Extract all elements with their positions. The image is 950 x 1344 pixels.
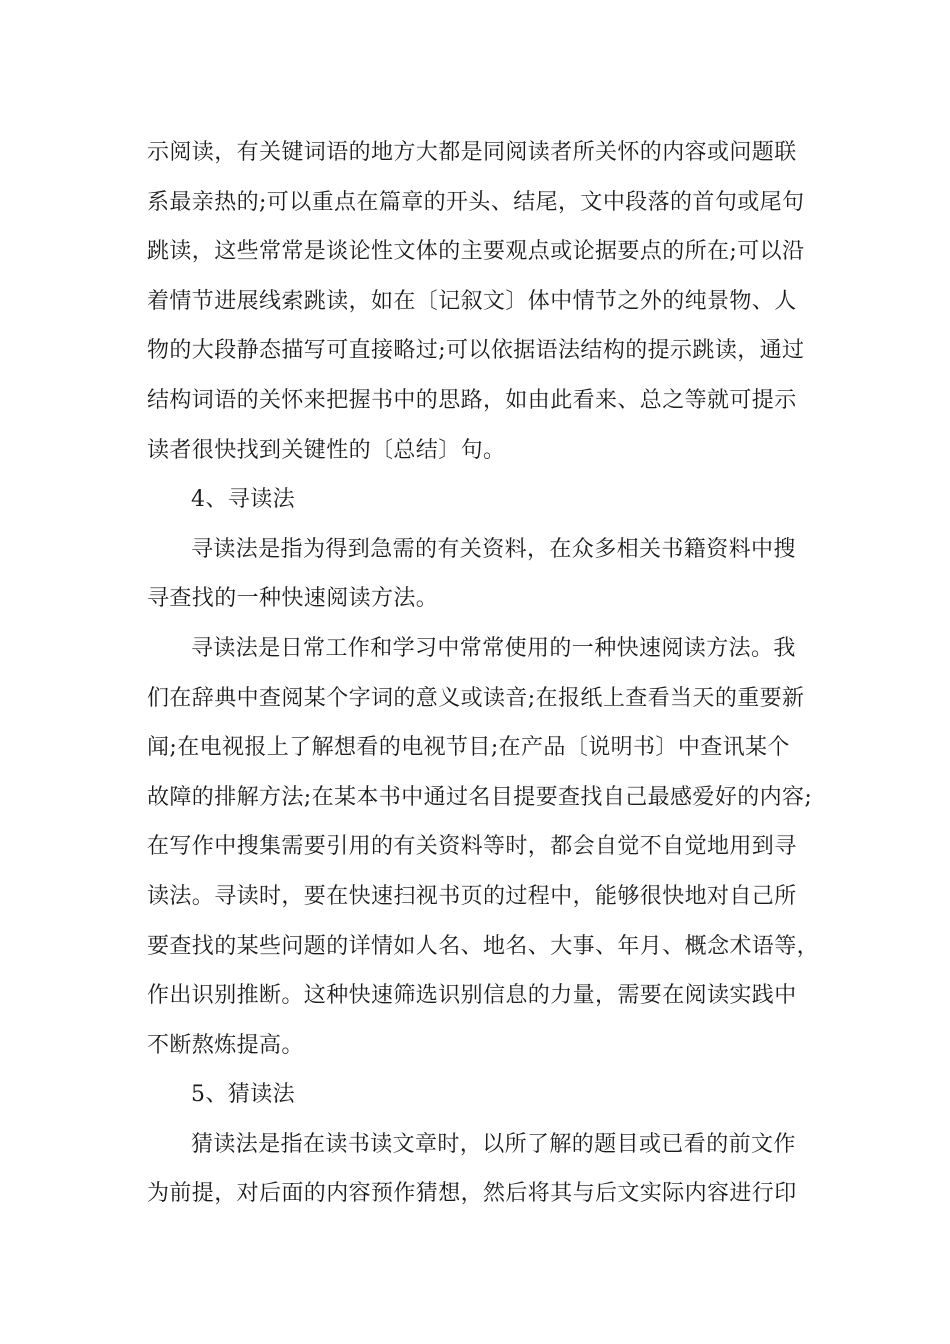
text-line: 系最亲热的;可以重点在篇章的开头、结尾，文中段落的首句或尾句 [147, 189, 805, 215]
text-line: 着情节进展线索跳读，如在〔记叙文〕体中情节之外的纯景物、人 [147, 288, 797, 314]
text-line: 5、猜读法 [191, 1082, 295, 1108]
text-line: 读者很快找到关键性的〔总结〕句。 [147, 437, 506, 463]
text-line: 在写作中搜集需要引用的有关资料等时，都会自觉不自觉地用到寻 [147, 834, 797, 860]
text-line: 4、寻读法 [191, 487, 295, 513]
text-line: 为前提，对后面的内容预作猜想，然后将其与后文实际内容进行印 [147, 1181, 797, 1207]
text-line: 读法。寻读时，要在快速扫视书页的过程中，能够很快地对自己所 [147, 883, 797, 909]
text-line: 猜读法是指在读书读文章时，以所了解的题目或已看的前文作 [191, 1131, 796, 1157]
text-line: 物的大段静态描写可直接略过;可以依据语法结构的提示跳读，通过 [147, 338, 805, 364]
text-line: 寻读法是日常工作和学习中常常使用的一种快速阅读方法。我 [191, 635, 796, 661]
text-line: 寻查找的一种快速阅读方法。 [147, 586, 439, 612]
text-line: 闻;在电视报上了解想看的电视节目;在产品〔说明书〕中查讯某个 [147, 735, 790, 761]
text-line: 作出识别推断。这种快速筛选识别信息的力量，需要在阅读实践中 [147, 983, 797, 1009]
text-line: 结构词语的关怀来把握书中的思路，如由此看来、总之等就可提示 [147, 387, 797, 413]
text-line: 跳读，这些常常是谈论性文体的主要观点或论据要点的所在;可以沿 [147, 239, 805, 265]
text-line: 们在辞典中查阅某个字词的意义或读音;在报纸上查看当天的重要新 [147, 685, 805, 711]
document-body [147, 128, 823, 1219]
text-line: 寻读法是指为得到急需的有关资料，在众多相关书籍资料中搜 [191, 536, 796, 562]
text-line: 要查找的某些问题的详情如人名、地名、大事、年月、概念术语等， [147, 933, 820, 959]
text-line: 不断熬炼提高。 [147, 1032, 304, 1058]
text-line: 故障的排解方法;在某本书中通过名目提要查找自己最感爱好的内容; [147, 784, 813, 810]
text-line: 示阅读，有关键词语的地方大都是同阅读者所关怀的内容或问题联 [147, 140, 797, 165]
